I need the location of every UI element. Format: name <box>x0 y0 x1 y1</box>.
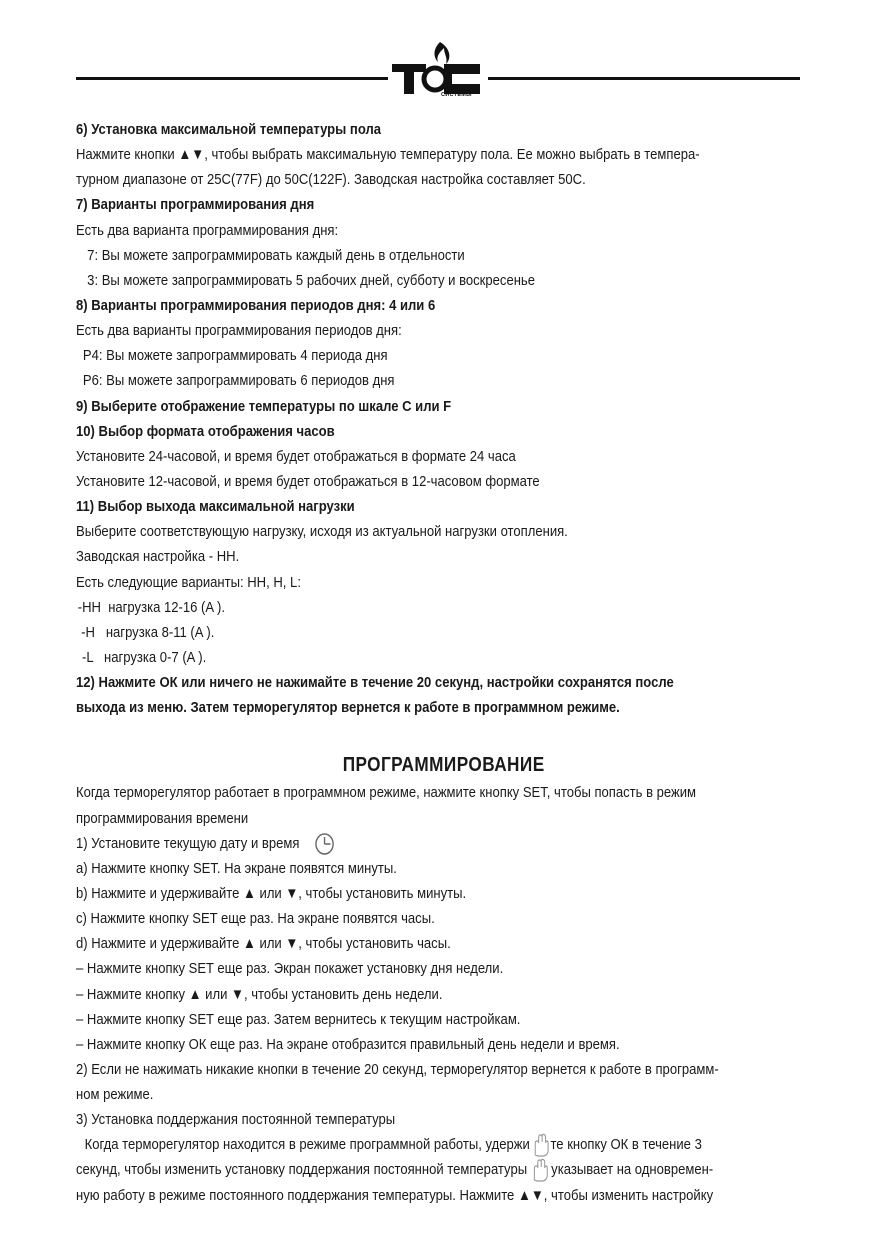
clock-icon <box>313 832 335 856</box>
paragraph-line: Есть следующие варианты: HH, H, L: <box>76 573 301 591</box>
step-set-date-time: 1) Установите текущую дату и время <box>76 834 300 852</box>
heading-day-programming: 7) Варианты программирования дня <box>76 196 315 214</box>
heading-clock-format: 10) Выбор формата отображения часов <box>76 422 335 440</box>
header-rule-left <box>76 77 388 80</box>
paragraph-line: a) Нажмите кнопку SET. На экране появятся минуты. <box>76 859 397 877</box>
paragraph-line: – Нажмите кнопку SET еще раз. Экран покажет установку дня недели. <box>76 960 504 978</box>
paragraph-line: Выберите соответствующую нагрузку, исходя из актуальной нагрузки отопления. <box>76 523 568 541</box>
spacer <box>76 720 811 750</box>
document-body <box>76 117 811 1208</box>
tc-logo <box>388 38 488 110</box>
paragraph-line: Когда терморегулятор работает в программном режиме, нажмите кнопку SET, чтобы попасть в режим <box>76 784 697 802</box>
list-item: -HH нагрузка 12-16 (A ). <box>77 598 225 616</box>
paragraph-line: ном режиме. <box>76 1086 154 1104</box>
paragraph-line <box>76 1132 811 1157</box>
logo-caption-line-2: СИСТЕМЫ <box>441 92 472 98</box>
paragraph-line <box>76 831 811 856</box>
section-title-programming: ПРОГРАММИРОВАНИЕ <box>342 754 545 777</box>
paragraph-line: 2) Если не нажимать никакие кнопки в течение 20 секунд, терморегулятор вернется к работе в программ- <box>76 1060 719 1078</box>
logo-caption-line-1: ТЕПЛОВЫЕ <box>441 86 476 92</box>
logo-caption <box>441 86 476 98</box>
list-item: 7: Вы можете запрограммировать каждый день в отдельности <box>87 246 465 264</box>
heading-max-load: 11) Выбор выхода максимальной нагрузки <box>76 498 355 516</box>
paragraph-line <box>76 1157 811 1182</box>
heading-temp-scale: 9) Выберите отображение температуры по шкале С или F <box>76 397 452 415</box>
paragraph-line: – Нажмите кнопку ▲ или ▼, чтобы установить день недели. <box>76 985 443 1003</box>
heading-save-settings-cont: выхода из меню. Затем терморегулятор вернется к работе в программном режиме. <box>76 699 620 717</box>
hand-icon <box>529 1158 550 1182</box>
text-fragment: Когда терморегулятор находится в режиме программной работы, удержи <box>84 1136 530 1154</box>
paragraph-line: Заводская настройка - HH. <box>76 548 240 566</box>
heading-period-programming: 8) Варианты программирования периодов дня: 4 или 6 <box>76 296 436 314</box>
list-item: P4: Вы можете запрограммировать 4 периода дня <box>82 347 388 365</box>
paragraph-line: b) Нажмите и удерживайте ▲ или ▼, чтобы установить минуты. <box>76 884 467 902</box>
list-item: 3: Вы можете запрограммировать 5 рабочих дней, субботу и воскресенье <box>87 271 535 289</box>
list-item: -L нагрузка 0-7 (A ). <box>82 648 207 666</box>
list-item: -H нагрузка 8-11 (A ). <box>81 623 215 641</box>
heading-max-floor-temp: 6) Установка максимальной температуры пола <box>76 121 382 138</box>
paragraph-line: c) Нажмите кнопку SET еще раз. На экране появятся часы. <box>76 910 435 928</box>
paragraph-line: Установите 24-часовой, и время будет отображаться в формате 24 часа <box>76 447 516 465</box>
text-fragment: те кнопку ОК в течение 3 <box>550 1136 702 1154</box>
paragraph-line: Есть два варианта программирования дня: <box>76 221 339 239</box>
paragraph-line: ную работу в режиме постоянного поддержания температуры. Нажмите ▲▼, чтобы изменить настройку <box>76 1186 714 1204</box>
paragraph-line: d) Нажмите и удерживайте ▲ или ▼, чтобы установить часы. <box>76 935 451 953</box>
list-item: P6: Вы можете запрограммировать 6 периодов дня <box>82 372 395 390</box>
paragraph-line: турном диапазоне от 25С(77F) до 50С(122F). Заводская настройка составляет 50С. <box>76 171 586 189</box>
heading-save-settings: 12) Нажмите ОК или ничего не нажимайте в течение 20 секунд, настройки сохранятся после <box>76 674 674 692</box>
paragraph-line: Установите 12-часовой, и время будет отображаться в 12-часовом формате <box>76 472 540 490</box>
paragraph-line: Нажмите кнопки ▲▼, чтобы выбрать максимальную температуру пола. Ее можно выбрать в темпера- <box>76 146 700 164</box>
paragraph-line: – Нажмите кнопку SET еще раз. Затем вернитесь к текущим настройкам. <box>76 1010 521 1028</box>
paragraph-line: программирования времени <box>76 809 249 827</box>
paragraph-line: 3) Установка поддержания постоянной температуры <box>76 1111 396 1129</box>
hand-icon <box>531 1133 550 1157</box>
paragraph-line: Есть два варианты программирования периодов дня: <box>76 322 402 340</box>
text-fragment: указывает на одновремен- <box>551 1161 714 1179</box>
paragraph-line: – Нажмите кнопку ОК еще раз. На экране отобразится правильный день недели и время. <box>76 1035 620 1053</box>
header-rule-right <box>488 77 800 80</box>
text-fragment: секунд, чтобы изменить установку поддержания постоянной температуры <box>76 1161 528 1179</box>
